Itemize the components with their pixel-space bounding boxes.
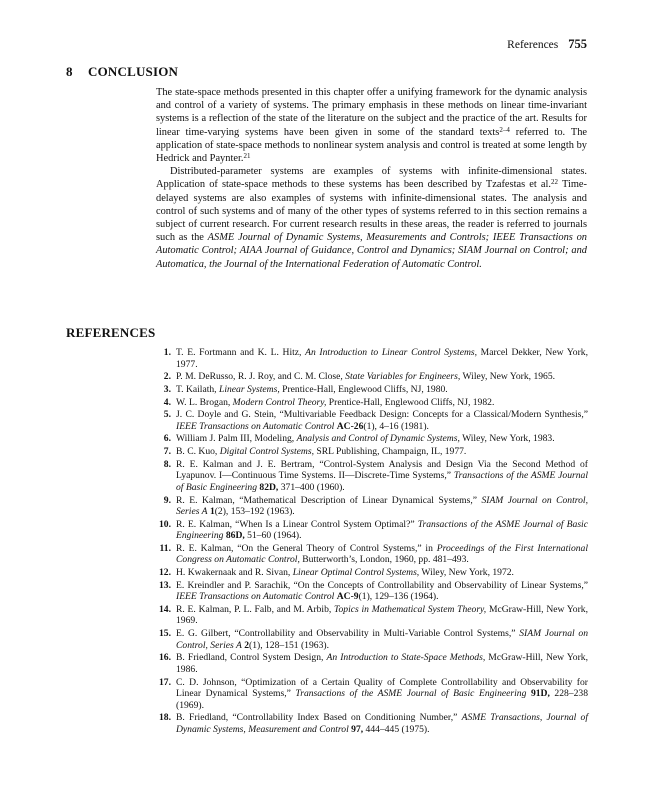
reference-text: B. C. Kuo, [176, 446, 220, 458]
reference-number: 8. [163, 458, 171, 470]
reference-text: William J. Palm III, Modeling, [176, 433, 297, 445]
conclusion-paragraph-1 [156, 86, 587, 165]
reference-item [152, 459, 588, 494]
reference-italic-title: SIAM Journal on Control, Series A [176, 494, 588, 517]
reference-item [152, 712, 588, 735]
reference-number: 2. [163, 371, 171, 383]
reference-text: (1), 129–136 (1964). [358, 591, 439, 603]
reference-text: 444–445 (1975). [363, 723, 430, 735]
reference-text: R. E. Kalman, “Mathematical Description of Linear Dynamical Systems,” [176, 494, 482, 506]
reference-item [152, 580, 588, 603]
running-head-label: References [507, 39, 559, 51]
reference-number: 9. [163, 494, 171, 506]
reference-text: J. C. Doyle and G. Stein, “Multivariable Feedback Design: Concepts for a Classical/Modern Synthesis,” [176, 409, 588, 421]
reference-number: 18. [159, 712, 171, 724]
reference-italic-title: Transactions of the ASME Journal of Basic Engineering [176, 470, 588, 493]
reference-item [152, 567, 588, 579]
reference-italic-title: ASME Transactions, Journal of Dynamic Systems, Measurement and Control [176, 712, 588, 735]
reference-number: 16. [159, 652, 171, 664]
reference-text: Butterworth’s, London, 1960, pp. 481–493. [299, 554, 469, 566]
reference-volume: 82D, [259, 481, 279, 493]
reference-italic-title: SIAM Journal on Control, Series A [176, 628, 588, 651]
text-run: Distributed-parameter systems are examples of systems with infinite-dimensional states. Application of state-space methods to these systems has been described by Tzafestas et al. [156, 166, 587, 191]
reference-text: Prentice-Hall, Englewood Cliffs, NJ, 1980. [279, 383, 448, 395]
reference-text: R. E. Kalman, “On the General Theory of Control Systems,” in [176, 542, 437, 554]
citation-superscript: 21 [243, 152, 251, 161]
reference-text: (1), 128–151 (1963). [249, 639, 329, 651]
reference-italic-title: IEEE Transactions on Automatic Control [176, 420, 335, 432]
reference-volume: AC-9 [336, 591, 359, 603]
reference-number: 3. [163, 383, 171, 395]
reference-volume: AC-26 [336, 420, 364, 432]
reference-italic-title: Analysis and Control of Dynamic Systems, [296, 433, 460, 445]
reference-text: P. M. DeRusso, R. J. Roy, and C. M. Close, [176, 371, 346, 383]
reference-text: 228–238 (1969). [176, 688, 588, 711]
reference-volume: 2 [244, 639, 250, 651]
reference-italic-title: An Introduction to State-Space Methods, [326, 652, 486, 664]
reference-text: (1), 4–16 (1981). [363, 420, 429, 432]
citation-superscript: 2–4 [499, 125, 510, 134]
reference-text: SRL Publishing, Champaign, IL, 1977. [313, 446, 467, 458]
journal-list: ASME Journal of Dynamic Systems, Measurements and Controls; IEEE Transactions on Automatic Control; AIAA Journal of Guidance, Control and Dynamics; SIAM Journal on Control; and Automatica, the Journal of the International Federation of Automatic Control. [156, 232, 587, 270]
reference-italic-title: Linear Optimal Control Systems, [292, 567, 420, 579]
reference-text: Wiley, New York, 1983. [459, 433, 555, 445]
reference-number: 5. [163, 409, 171, 421]
reference-italic-title: Transactions of the ASME Journal of Basic Engineering [176, 518, 588, 542]
section-heading-conclusion [66, 64, 178, 80]
reference-text: C. D. Johnson, “Optimization of a Certain Quality of Complete Controllability and Observability for Linear Dynamical Systems,” [176, 676, 588, 699]
reference-item [152, 347, 588, 370]
reference-item [152, 433, 588, 445]
reference-number: 1. [163, 347, 171, 358]
reference-number: 6. [163, 433, 171, 445]
page-number: 755 [568, 37, 587, 51]
reference-item [152, 628, 588, 651]
reference-italic-title: An Introduction to Linear Control Systems, [305, 347, 478, 358]
reference-item [152, 604, 588, 627]
reference-item [152, 677, 588, 712]
reference-item [152, 519, 588, 542]
reference-italic-title: Linear Systems, [218, 383, 280, 395]
running-head [507, 37, 587, 52]
section-title: CONCLUSION [88, 64, 179, 79]
references-heading: REFERENCES [66, 325, 156, 340]
reference-text: E. Kreindler and P. Sarachik, “On the Concepts of Controllability and Observability of Linear Systems,” [176, 579, 588, 591]
reference-item [152, 543, 588, 566]
reference-item [152, 371, 588, 383]
reference-number: 17. [159, 676, 171, 688]
reference-volume: 91D, [530, 688, 550, 699]
reference-italic-title: Proceedings of the First International Congress on Automatic Control, [176, 542, 588, 566]
reference-item [152, 384, 588, 396]
reference-text: T. E. Fortmann and K. L. Hitz, [176, 347, 306, 358]
reference-italic-title: Digital Control Systems, [219, 446, 314, 458]
reference-text: 371–400 (1960). [278, 481, 345, 493]
reference-text: (2), 153–192 (1963). [214, 506, 295, 517]
citation-superscript: 22 [551, 178, 559, 187]
text-run: The state-space methods presented in this chapter offer a unifying framework for the dynamic analysis and control of a variety of systems. The primary emphasis in these methods on linear time-invariant systems is a reflection of the state of the literature on the subject and the practice of the art. Results for linear time-varying systems have been given in some of the standard texts [156, 87, 587, 138]
reference-text: Marcel Dekker, New York, 1977. [176, 347, 588, 370]
reference-number: 10. [159, 518, 171, 530]
reference-italic-title: IEEE Transactions on Automatic Control [176, 591, 335, 603]
reference-italic-title: Topics in Mathematical System Theory, [334, 603, 487, 615]
reference-text: R. E. Kalman and J. E. Bertram, “Control-System Analysis and Design Via the Second Method of Lyapunov. I—Continuous Time Systems. II—Discrete-Time Systems,” [176, 458, 588, 482]
reference-text: R. E. Kalman, P. L. Falb, and M. Arbib, [176, 603, 335, 615]
reference-volume: 1 [209, 506, 215, 517]
reference-number: 7. [163, 446, 171, 458]
reference-number: 12. [159, 567, 171, 579]
text-run: Time-delayed systems are also examples of systems with infinite-dimensional states. The analysis and control of such systems and of many of the other types of systems referred to in this section remains a subject of current research. For current research results in these areas, the reader is referred to journals such as the [156, 179, 587, 244]
reference-text: McGraw-Hill, New York, 1986. [176, 652, 588, 675]
reference-item [152, 495, 588, 518]
section-number: 8 [66, 64, 73, 79]
reference-item [152, 652, 588, 675]
reference-volume: 97, [351, 723, 364, 735]
reference-text: H. Kwakernaak and R. Sivan, [176, 567, 293, 579]
reference-number: 4. [163, 396, 171, 408]
reference-number: 13. [159, 579, 171, 591]
reference-text: McGraw-Hill, New York, 1969. [176, 603, 588, 627]
reference-text: E. G. Gilbert, “Controllability and Observability in Multi-Variable Control Systems,” [176, 628, 520, 640]
reference-italic-title: State Variables for Engineers, [345, 371, 461, 383]
reference-text: T. Kailath, [176, 383, 219, 395]
conclusion-body [156, 86, 587, 271]
reference-item [152, 397, 588, 409]
reference-text: B. Friedland, “Controllability Index Based on Conditioning Number,” [176, 712, 462, 724]
reference-list [152, 347, 588, 736]
text-run: referred to. The application of state-space methods to nonlinear system analysis and control is treated at some length by Hedrick and Paynter. [156, 126, 588, 165]
reference-italic-title: Modern Control Theory, [232, 396, 327, 408]
reference-volume: 86D, [225, 530, 245, 542]
reference-text: B. Friedland, Control System Design, [176, 652, 327, 664]
reference-number: 15. [159, 628, 171, 640]
reference-italic-title: Transactions of the ASME Journal of Basic Engineering [295, 688, 527, 699]
conclusion-paragraph-2 [156, 165, 587, 271]
reference-text: W. L. Brogan, [176, 396, 233, 408]
reference-number: 14. [159, 603, 171, 615]
reference-text: Wiley, New York, 1972. [419, 567, 514, 579]
reference-item [152, 446, 588, 458]
reference-text: R. E. Kalman, “When Is a Linear Control System Optimal?” [176, 518, 418, 530]
reference-text: Wiley, New York, 1965. [460, 371, 556, 383]
reference-item [152, 409, 588, 432]
reference-number: 11. [159, 542, 171, 554]
reference-text: 51–60 (1964). [244, 530, 302, 542]
reference-text: Prentice-Hall, Englewood Cliffs, NJ, 1982. [326, 396, 495, 408]
